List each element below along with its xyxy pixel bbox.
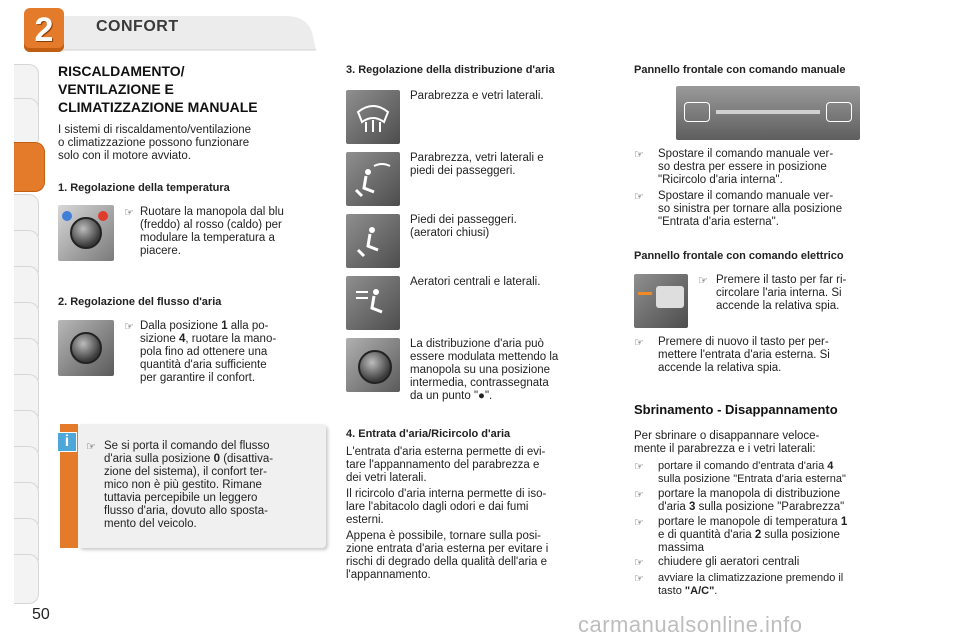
distribution-item-1: Parabrezza e vetri laterali. xyxy=(410,90,544,102)
p-line: Per sbrinare o disappannare veloce- xyxy=(634,430,820,442)
distribution-knob-tile xyxy=(346,338,400,392)
p-line: mente il parabrezza e i vetri laterali: xyxy=(634,443,816,455)
feet-tile xyxy=(346,214,400,268)
airflow-line: per garantire il confort. xyxy=(140,372,256,384)
windscreen-tile xyxy=(346,90,400,144)
text-part: sulla posizione xyxy=(761,529,840,541)
bullet-icon: ☞ xyxy=(634,191,644,203)
feet-icon xyxy=(346,214,400,268)
defrost-intro xyxy=(634,430,904,456)
electric-bullet-2 xyxy=(658,336,904,375)
p-line: l'appannamento. xyxy=(346,569,431,581)
airflow-knob-tile xyxy=(58,320,114,376)
distribution-item-3 xyxy=(410,214,616,240)
position-number: 0 xyxy=(213,453,220,465)
step-line xyxy=(658,585,904,598)
airflow-line: pola fino ad ottenere una xyxy=(140,346,268,358)
text-part: e di quantità d'aria xyxy=(658,529,755,541)
air-intake-p2 xyxy=(346,488,616,527)
text-part: tasto xyxy=(658,585,685,597)
side-tab-13[interactable] xyxy=(14,554,39,604)
section-title-line-3: CLIMATIZZAZIONE MANUALE xyxy=(58,99,258,115)
manual-slider-tile xyxy=(676,86,860,140)
info-text xyxy=(104,440,320,531)
bullet-icon: ☞ xyxy=(634,337,644,349)
control-number: 4 xyxy=(827,460,834,472)
page-number: 50 xyxy=(32,606,50,623)
temperature-line: (freddo) al rosso (caldo) per xyxy=(140,219,282,231)
p-line: lare l'abitacolo dagli odori e dai fumi xyxy=(346,501,529,513)
text-part: Dalla posizione xyxy=(140,320,222,332)
side-tab-2-active[interactable] xyxy=(14,142,45,192)
intro-line: o climatizzazione possono funzionare xyxy=(58,137,250,149)
b-line: Spostare il comando manuale ver- xyxy=(658,190,834,202)
step-line: avviare la climatizzazione premendo il xyxy=(658,572,844,584)
b-line: so destra per essere in posizione xyxy=(658,161,827,173)
temperature-knob-icon xyxy=(70,217,102,249)
manual-bullet-2 xyxy=(658,190,904,229)
b-line: Spostare il comando manuale ver- xyxy=(658,148,834,160)
text-part: d'aria xyxy=(658,501,689,513)
temperature-text xyxy=(140,206,326,258)
side-tab-2[interactable] xyxy=(14,98,39,148)
item-line: (aeratori chiusi) xyxy=(410,227,490,239)
info-line: zione del sistema), il confort ter- xyxy=(104,466,267,478)
warning-light-icon xyxy=(638,292,652,295)
outside-air-icon xyxy=(684,102,710,122)
mod-line: essere modulata mettendo la xyxy=(410,351,559,363)
defrost-step-1 xyxy=(658,460,904,486)
defrost-step-2 xyxy=(658,488,904,514)
ac-button-label: "A/C" xyxy=(684,585,715,597)
b-line: Premere di nuovo il tasto per per- xyxy=(658,336,829,348)
control-number: 2 xyxy=(754,529,762,541)
step-line: portare la manopola di distribuzione xyxy=(658,488,841,500)
text-part: portare il comando d'entrata d'aria xyxy=(658,460,828,472)
airflow-line xyxy=(140,333,326,346)
airflow-heading: 2. Regolazione del flusso d'aria xyxy=(58,296,222,308)
windscreen-feet-icon xyxy=(346,152,400,206)
recirc-button-icon xyxy=(656,286,684,308)
bullet-icon: ☞ xyxy=(634,149,644,161)
b-line: so sinistra per tornare alla posizione xyxy=(658,203,843,215)
mod-line: intermedia, contrassegnata xyxy=(410,377,549,389)
bullet-icon: ☞ xyxy=(634,489,644,501)
b-line: "Entrata d'aria esterna". xyxy=(658,216,779,228)
step-line xyxy=(658,460,904,473)
distribution-heading: 3. Regolazione della distribuzione d'aria xyxy=(346,64,555,76)
b-line: Premere il tasto per far ri- xyxy=(716,274,847,286)
temperature-knob-tile xyxy=(58,205,114,261)
temperature-heading: 1. Regolazione della temperatura xyxy=(58,182,230,194)
text-part: , ruotare la mano- xyxy=(185,333,277,345)
info-line: flusso d'aria, dovuto allo sposta- xyxy=(104,505,268,517)
info-line: Se si porta il comando del flusso xyxy=(104,440,270,452)
recirculation-icon xyxy=(826,102,852,122)
distribution-item-2 xyxy=(410,152,616,178)
central-vents-icon xyxy=(346,276,400,330)
recirc-button-tile xyxy=(634,274,688,328)
info-line: mento del veicolo. xyxy=(104,518,197,530)
defrost-step-4: chiudere gli aeratori centrali xyxy=(658,556,800,568)
defrost-heading: Sbrinamento - Disappannamento xyxy=(634,402,838,417)
text-part: sizione xyxy=(140,333,179,345)
air-intake-p1 xyxy=(346,446,616,485)
hot-indicator-icon xyxy=(98,211,108,221)
electric-bullet-1 xyxy=(716,274,904,313)
bullet-icon: ☞ xyxy=(634,517,644,529)
bullet-icon: ☞ xyxy=(634,557,644,569)
airflow-text xyxy=(140,320,326,385)
mod-line: da un punto "●". xyxy=(410,390,493,402)
p-line: Il ricircolo d'aria interna permette di iso- xyxy=(346,488,547,500)
text-part: sulla posizione "Parabrezza" xyxy=(695,501,845,513)
step-line xyxy=(658,501,904,514)
b-line: "Ricircolo d'aria interna". xyxy=(658,174,783,186)
modulation-text xyxy=(410,338,616,403)
distribution-knob-icon xyxy=(358,350,392,384)
item-line: Piedi dei passeggeri. xyxy=(410,214,517,226)
temperature-line: Ruotare la manopola dal blu xyxy=(140,206,284,218)
windscreen-defrost-icon xyxy=(346,90,400,144)
control-number: 1 xyxy=(840,516,848,528)
b-line: mettere l'entrata d'aria esterna. Si xyxy=(658,349,830,361)
chapter-number: 2 xyxy=(34,11,54,49)
temperature-line: piacere. xyxy=(140,245,181,257)
airflow-knob-icon xyxy=(70,332,102,364)
header-swoosh xyxy=(56,10,316,52)
item-line: Parabrezza, vetri laterali e xyxy=(410,152,544,164)
airflow-line: quantità d'aria sufficiente xyxy=(140,359,267,371)
step-line: sulla posizione "Entrata d'aria esterna" xyxy=(658,473,846,485)
text-part: . xyxy=(714,585,718,597)
air-intake-heading: 4. Entrata d'aria/Ricircolo d'aria xyxy=(346,428,511,440)
bullet-icon: ☞ xyxy=(634,461,644,473)
step-line xyxy=(658,516,904,529)
temperature-line: modulare la temperatura a xyxy=(140,232,275,244)
bullet-icon: ☞ xyxy=(634,573,644,585)
bullet-icon: ☞ xyxy=(698,275,708,287)
bullet-icon: ☞ xyxy=(86,441,96,453)
step-line xyxy=(658,529,904,542)
manual-bullet-1 xyxy=(658,148,904,187)
b-line: accende la relativa spia. xyxy=(716,300,840,312)
vents-tile xyxy=(346,276,400,330)
mod-line: manopola su una posizione xyxy=(410,364,551,376)
distribution-item-4: Aeratori centrali e laterali. xyxy=(410,276,541,288)
slider-track xyxy=(716,110,820,114)
windscreen-feet-tile xyxy=(346,152,400,206)
p-line: tare l'appannamento del parabrezza e xyxy=(346,459,540,471)
item-line: piedi dei passeggeri. xyxy=(410,165,516,177)
info-line xyxy=(104,453,320,466)
p-line: zione entrata d'aria esterna per evitare i xyxy=(346,543,549,555)
defrost-step-5 xyxy=(658,572,904,598)
manual-panel-heading: Pannello frontale con comando manuale xyxy=(634,64,846,76)
watermark: carmanualsonline.info xyxy=(578,612,803,637)
p-line: Appena è possibile, tornare sulla posi- xyxy=(346,530,541,542)
electric-panel-heading: Pannello frontale con comando elettrico xyxy=(634,250,844,262)
control-number: 3 xyxy=(688,501,696,513)
step-line: massima xyxy=(658,542,705,554)
intro-line: I sistemi di riscaldamento/ventilazione xyxy=(58,124,252,136)
airflow-line xyxy=(140,320,326,333)
bullet-icon: ☞ xyxy=(124,321,134,333)
cold-indicator-icon xyxy=(62,211,72,221)
position-number: 4 xyxy=(179,333,186,345)
info-icon: i xyxy=(57,432,77,452)
b-line: circolare l'aria interna. Si xyxy=(716,287,842,299)
defrost-step-3 xyxy=(658,516,904,555)
section-title-line-1: RISCALDAMENTO/ xyxy=(58,63,185,79)
position-number: 1 xyxy=(221,320,228,332)
intro-line: solo con il motore avviato. xyxy=(58,150,191,162)
p-line: dei vetri laterali. xyxy=(346,472,427,484)
p-line: L'entrata d'aria esterna permette di evi- xyxy=(346,446,546,458)
info-line: mico non è più gestito. Rimane xyxy=(104,479,262,491)
bullet-icon: ☞ xyxy=(124,207,134,219)
text-part: d'aria sulla posizione xyxy=(104,453,214,465)
text-part: portare le manopole di temperatura xyxy=(658,516,841,528)
section-title-line-2: VENTILAZIONE E xyxy=(58,81,174,97)
info-line: tuttavia percepibile un leggero xyxy=(104,492,258,504)
intro-paragraph xyxy=(58,124,326,163)
air-intake-p3 xyxy=(346,530,616,582)
p-line: rischi di degrado della qualità dell'aria e xyxy=(346,556,548,568)
chapter-title: CONFORT xyxy=(96,18,179,35)
mod-line: La distribuzione d'aria può xyxy=(410,338,544,350)
text-part: (disattiva- xyxy=(220,453,274,465)
text-part: alla po- xyxy=(227,320,269,332)
p-line: esterni. xyxy=(346,514,384,526)
b-line: accende la relativa spia. xyxy=(658,362,782,374)
